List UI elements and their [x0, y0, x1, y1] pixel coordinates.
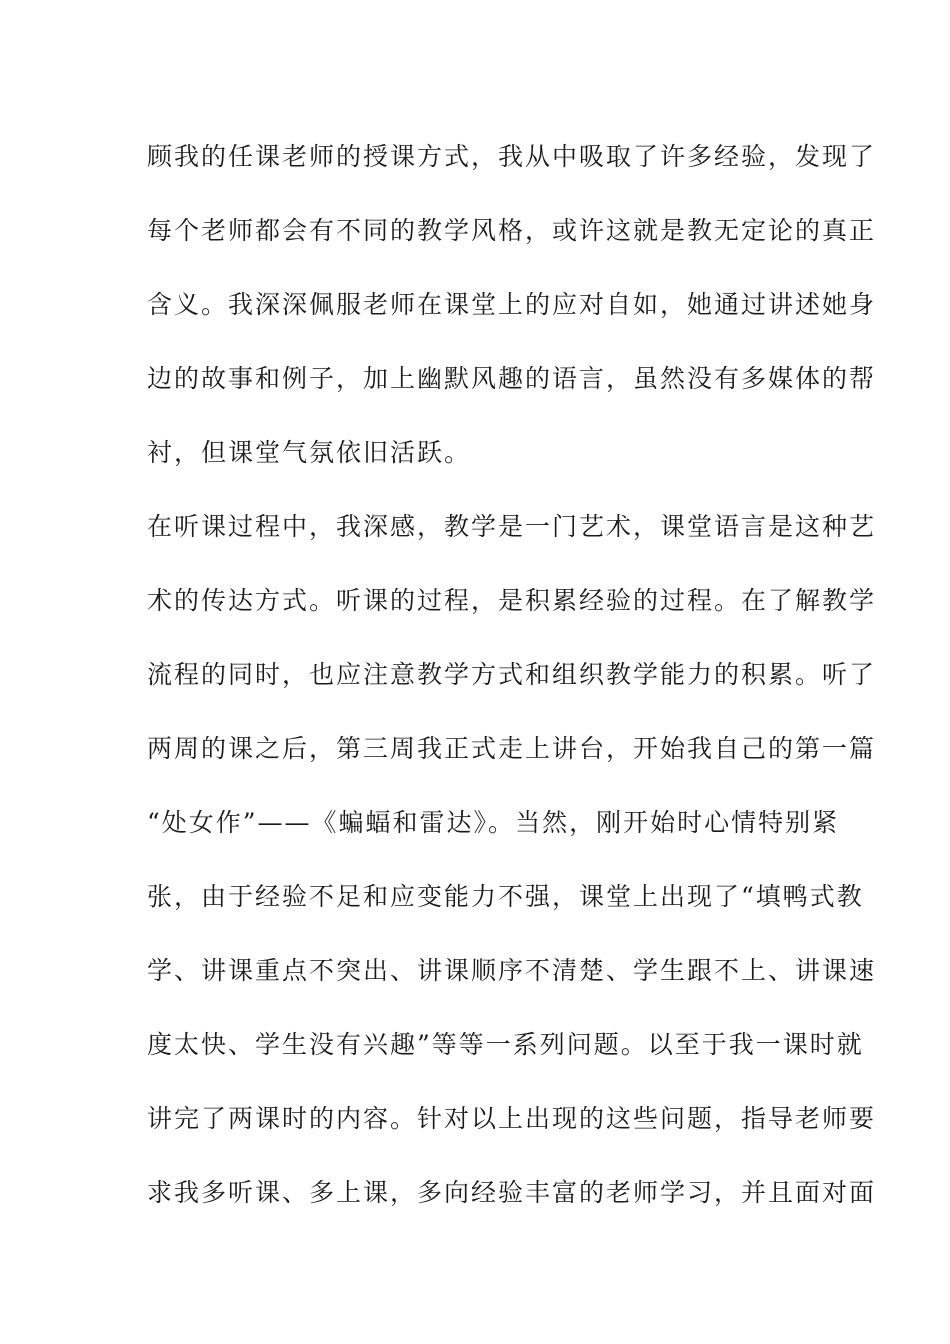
paragraph-1: [147, 120, 877, 490]
text-line: 每个老师都会有不同的教学风格，或许这就是教无定论的真正: [147, 216, 877, 245]
text-line: 含义。我深深佩服老师在课堂上的应对自如，她通过讲述她身: [147, 290, 877, 319]
text-line: 衬，但课堂气氛依旧活跃。: [147, 438, 472, 467]
text-line: 顾我的任课老师的授课方式，我从中吸取了许多经验，发现了: [147, 142, 877, 171]
text-line: 讲完了两课时的内容。针对以上出现的这些问题，指导老师要: [147, 1104, 877, 1133]
body-text: [147, 120, 877, 1230]
text-line: 术的传达方式。听课的过程，是积累经验的过程。在了解教学: [147, 586, 877, 615]
paragraph-2: [147, 490, 877, 1230]
text-line: 流程的同时，也应注意教学方式和组织教学能力的积累。听了: [147, 660, 877, 689]
text-line: 边的故事和例子，加上幽默风趣的语言，虽然没有多媒体的帮: [147, 364, 877, 393]
text-line: “处女作”——《蝙蝠和雷达》。当然，刚开始时心情特别紧: [147, 808, 840, 837]
text-line: 两周的课之后，第三周我正式走上讲台，开始我自己的第一篇: [147, 734, 877, 763]
text-line: 求我多听课、多上课，多向经验丰富的老师学习，并且面对面: [147, 1178, 877, 1207]
text-line: 度太快、学生没有兴趣”等等一系列问题。以至于我一课时就: [147, 1030, 864, 1059]
text-line: 在听课过程中，我深感，教学是一门艺术，课堂语言是这种艺: [147, 512, 877, 541]
text-line: 学、讲课重点不突出、讲课顺序不清楚、学生跟不上、讲课速: [147, 956, 877, 985]
text-line: 张，由于经验不足和应变能力不强，课堂上出现了“填鸭式教: [147, 882, 864, 911]
